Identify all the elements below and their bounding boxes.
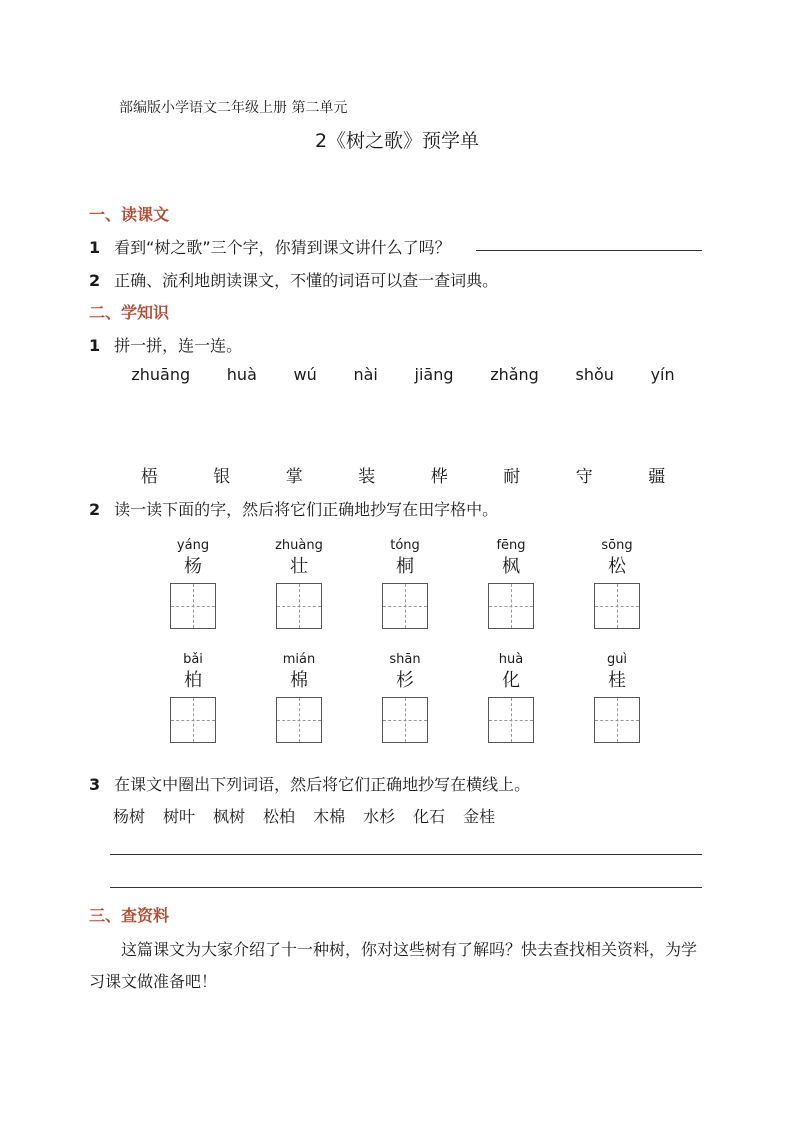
word-item: 枫树 bbox=[213, 807, 246, 826]
character-item[interactable]: 疆 bbox=[648, 467, 666, 487]
word-item: 化石 bbox=[413, 807, 446, 826]
cell-character: 壮 bbox=[290, 556, 308, 577]
cell-character: 棉 bbox=[290, 670, 308, 691]
writing-grid[interactable] bbox=[170, 583, 216, 629]
cell-character: 柏 bbox=[184, 670, 202, 691]
writing-grid[interactable] bbox=[276, 583, 322, 629]
writing-grid[interactable] bbox=[488, 697, 534, 743]
cell-character: 杨 bbox=[184, 556, 202, 577]
tianzige-cell bbox=[572, 537, 662, 629]
writing-grid[interactable] bbox=[382, 697, 428, 743]
question-text: 在课文中圈出下列词语，然后将它们正确地抄写在横线上。 bbox=[114, 775, 531, 794]
character-item[interactable]: 梧 bbox=[140, 467, 158, 487]
cell-pinyin: guì bbox=[606, 652, 628, 667]
answer-line[interactable] bbox=[110, 854, 702, 855]
pinyin-item[interactable]: huà bbox=[226, 365, 257, 384]
writing-grid[interactable] bbox=[170, 697, 216, 743]
question-text: 看到“树之歌”三个字，你猜到课文讲什么了吗？ bbox=[114, 238, 451, 257]
question-number: 1 bbox=[89, 238, 101, 257]
character-item[interactable]: 装 bbox=[358, 467, 376, 487]
writing-grid[interactable] bbox=[276, 697, 322, 743]
tianzige-cell bbox=[360, 537, 450, 629]
cell-character: 枫 bbox=[502, 556, 520, 577]
writing-grid[interactable] bbox=[382, 583, 428, 629]
question-number: 1 bbox=[89, 336, 101, 355]
word-item: 杨树 bbox=[113, 807, 146, 826]
character-item[interactable]: 守 bbox=[575, 467, 593, 487]
worksheet-subtitle: 部编版小学语文二年级上册 第二单元 bbox=[119, 100, 348, 116]
cell-pinyin: zhuàng bbox=[275, 538, 323, 553]
cell-pinyin: bǎi bbox=[183, 652, 203, 667]
pinyin-item[interactable]: zhǎng bbox=[490, 365, 539, 384]
pinyin-item[interactable]: nài bbox=[353, 365, 378, 384]
cell-pinyin: shān bbox=[389, 652, 421, 667]
character-item[interactable]: 掌 bbox=[285, 467, 303, 487]
question-2-2 bbox=[89, 497, 498, 520]
character-item[interactable]: 桦 bbox=[430, 467, 448, 487]
cell-pinyin: huà bbox=[498, 652, 524, 667]
question-number: 2 bbox=[89, 271, 101, 290]
question-1-2 bbox=[89, 268, 498, 291]
answer-line[interactable] bbox=[110, 887, 702, 888]
question-1-1 bbox=[89, 235, 451, 258]
tianzige-row-2 bbox=[140, 651, 670, 743]
question-text: 读一读下面的字，然后将它们正确地抄写在田字格中。 bbox=[114, 500, 499, 519]
pinyin-item[interactable]: wú bbox=[293, 365, 317, 384]
cell-character: 桐 bbox=[396, 556, 414, 577]
section-heading-learn: 二、学知识 bbox=[89, 303, 170, 322]
tianzige-cell bbox=[254, 651, 344, 743]
pinyin-item[interactable]: jiāng bbox=[414, 365, 454, 384]
section-heading-research: 三、查资料 bbox=[89, 906, 170, 925]
cell-character: 杉 bbox=[396, 670, 414, 691]
tianzige-cell bbox=[360, 651, 450, 743]
pinyin-item[interactable]: shǒu bbox=[575, 365, 614, 384]
question-text: 正确、流利地朗读课文，不懂的词语可以查一查词典。 bbox=[114, 271, 499, 290]
question-2-3 bbox=[89, 772, 530, 795]
cell-pinyin: fēng bbox=[496, 538, 526, 553]
tianzige-cell bbox=[148, 651, 238, 743]
cell-character: 桂 bbox=[608, 670, 626, 691]
answer-blank[interactable] bbox=[476, 250, 702, 251]
tianzige-cell bbox=[466, 537, 556, 629]
cell-character: 化 bbox=[502, 670, 520, 691]
cell-pinyin: mián bbox=[282, 652, 316, 667]
worksheet-title: 2《树之歌》预学单 bbox=[314, 130, 480, 152]
tianzige-row-1 bbox=[140, 537, 670, 629]
character-item[interactable]: 耐 bbox=[503, 467, 521, 487]
word-item: 树叶 bbox=[163, 807, 196, 826]
research-paragraph: 这篇课文为大家介绍了十一种树，你对这些树有了解吗？快去查找相关资料，为学习课文做准备吧！ bbox=[89, 940, 698, 991]
writing-grid[interactable] bbox=[488, 583, 534, 629]
cell-pinyin: yáng bbox=[176, 538, 210, 553]
writing-grid[interactable] bbox=[594, 583, 640, 629]
pinyin-item[interactable]: zhuāng bbox=[131, 365, 191, 384]
word-item: 木棉 bbox=[313, 807, 346, 826]
word-list bbox=[113, 804, 495, 827]
cell-character: 松 bbox=[608, 556, 626, 577]
word-item: 松柏 bbox=[263, 807, 296, 826]
cell-pinyin: sōng bbox=[601, 538, 633, 553]
word-item: 水杉 bbox=[363, 807, 396, 826]
question-text: 拼一拼，连一连。 bbox=[114, 336, 243, 355]
word-item: 金桂 bbox=[463, 807, 496, 826]
tianzige-cell bbox=[254, 537, 344, 629]
question-number: 2 bbox=[89, 500, 101, 519]
character-row bbox=[113, 462, 693, 487]
question-2-1 bbox=[89, 333, 242, 356]
writing-grid[interactable] bbox=[594, 697, 640, 743]
tianzige-cell bbox=[148, 537, 238, 629]
question-number: 3 bbox=[89, 775, 101, 794]
tianzige-cell bbox=[466, 651, 556, 743]
pinyin-item[interactable]: yín bbox=[650, 365, 675, 384]
tianzige-cell bbox=[572, 651, 662, 743]
pinyin-row bbox=[113, 365, 693, 384]
section-heading-read: 一、读课文 bbox=[89, 205, 170, 224]
cell-pinyin: tóng bbox=[390, 538, 420, 553]
character-item[interactable]: 银 bbox=[213, 467, 231, 487]
